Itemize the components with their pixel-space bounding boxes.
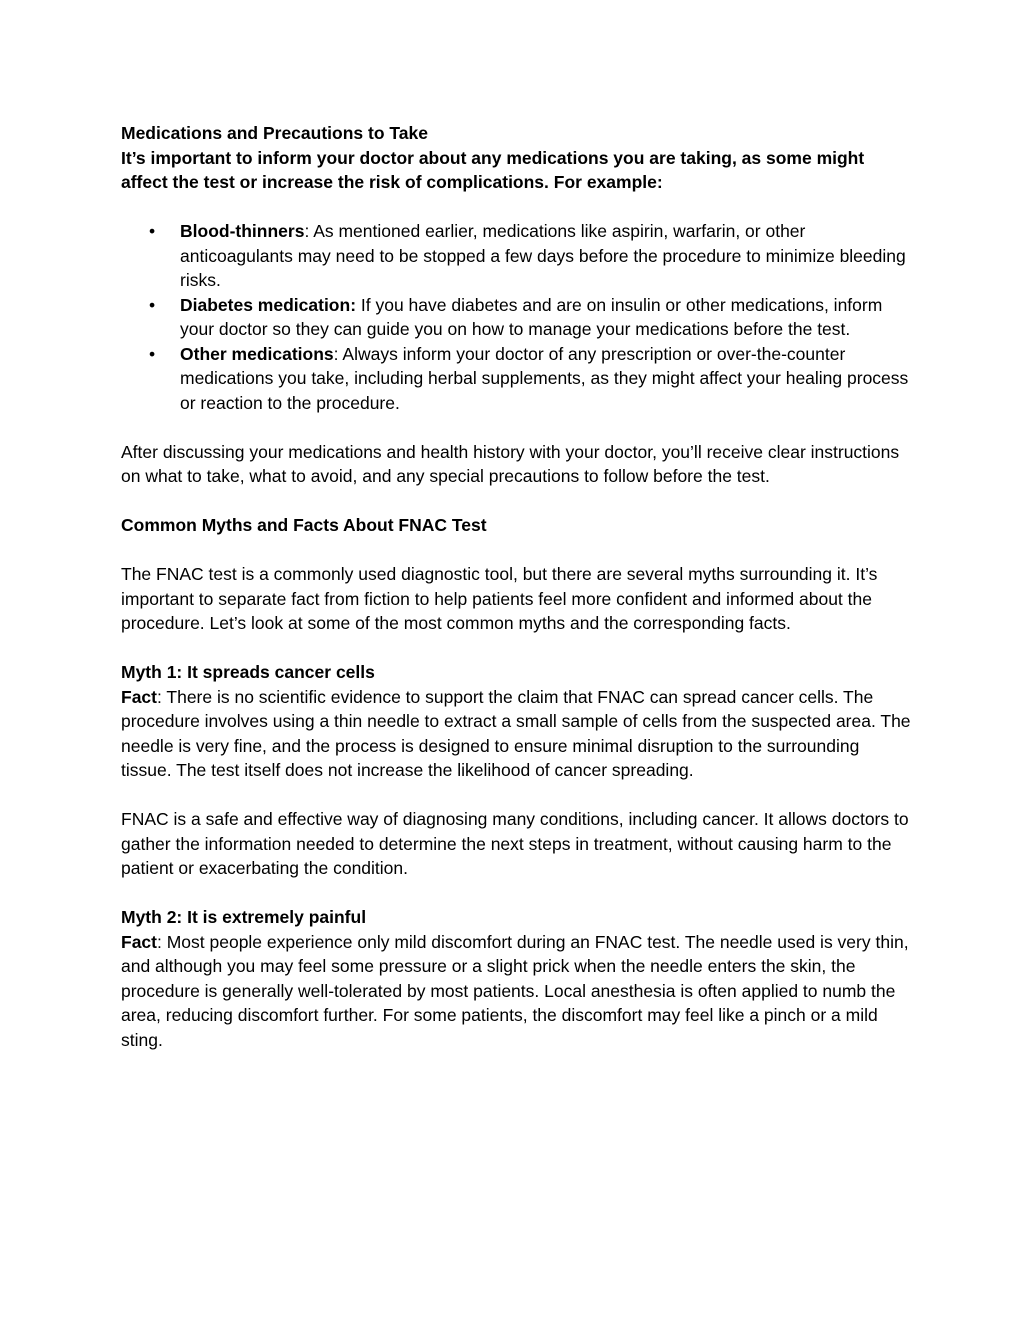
list-item-diabetes-medication	[121, 293, 911, 342]
section-heading-medications: Medications and Precautions to Take	[121, 123, 428, 143]
list-item-text: If you have diabetes and are on insulin or other medications, inform your doctor so they can guide you on how to manage your medications before the test.	[180, 294, 883, 339]
spacer	[121, 538, 911, 563]
bullet-icon: •	[149, 221, 156, 241]
spacer	[121, 415, 911, 440]
fact-text: : There is no scientific evidence to support the claim that FNAC can spread cancer cells. The procedure involves using a thin needle to extract a small sample of cells from the suspected area. The needle is very fine, and the process is designed to ensure minimal disruption to the surrounding tissue. The test itself does not increase the likelihood of cancer spreading.	[121, 686, 911, 780]
paragraph-myth-1-follow-up: FNAC is a safe and effective way of diagnosing many conditions, including cancer. It allows doctors to gather the information needed to determine the next steps in treatment, without causing harm to the patient or exacerbating the condition.	[121, 809, 909, 878]
list-item-blood-thinners	[121, 219, 911, 293]
medication-list	[121, 219, 911, 415]
spacer	[121, 783, 911, 808]
list-item-term: Blood-thinners	[180, 221, 305, 241]
myth-1-title: Myth 1: It spreads cancer cells	[121, 662, 375, 682]
list-item-text: : Always inform your doctor of any prescription or over-the-counter medications you take, including herbal supplements, as they might affect your healing process or reaction to the procedure.	[180, 343, 909, 413]
fact-label: Fact	[121, 931, 157, 952]
list-item-other-medications	[121, 342, 911, 416]
section-heading-myths: Common Myths and Facts About FNAC Test	[121, 515, 487, 535]
list-item-term: Other medications	[180, 343, 334, 364]
paragraph-myths-intro: The FNAC test is a commonly used diagnostic tool, but there are several myths surrounding it. It’s important to separate fact from fiction to help patients feel more confident and informed about the procedure. Let’s look at some of the most common myths and the corresponding facts.	[121, 564, 878, 633]
myth-2-title: Myth 2: It is extremely painful	[121, 907, 367, 927]
myth-2-fact	[121, 930, 911, 1053]
spacer	[121, 489, 911, 514]
bullet-icon: •	[149, 343, 156, 364]
document-page	[121, 121, 911, 1052]
spacer	[121, 881, 911, 906]
spacer	[121, 195, 911, 220]
paragraph-medications-closing: After discussing your medications and health history with your doctor, you’ll receive clear instructions on what to take, what to avoid, and any special precautions to follow before the test.	[121, 441, 900, 486]
list-item-text: : As mentioned earlier, medications like aspirin, warfarin, or other anticoagulants may need to be stopped a few days before the procedure to minimize bleeding risks.	[180, 221, 906, 290]
list-item-term: Diabetes medication:	[180, 294, 357, 315]
fact-label: Fact	[121, 686, 157, 707]
spacer	[121, 636, 911, 661]
myth-1-fact	[121, 685, 911, 783]
fact-text: : Most people experience only mild discomfort during an FNAC test. The needle used is very thin, and although you may feel some pressure or a slight prick when the needle enters the skin, the procedure is generally well-tolerated by most patients. Local anesthesia is often applied to numb the area, reducing discomfort further. For some patients, the discomfort may feel like a pinch or a mild sting.	[121, 931, 909, 1050]
section-intro-medications: It’s important to inform your doctor about any medications you are taking, as some might affect the test or increase the risk of complications. For example:	[121, 147, 865, 192]
bullet-icon: •	[149, 294, 156, 315]
